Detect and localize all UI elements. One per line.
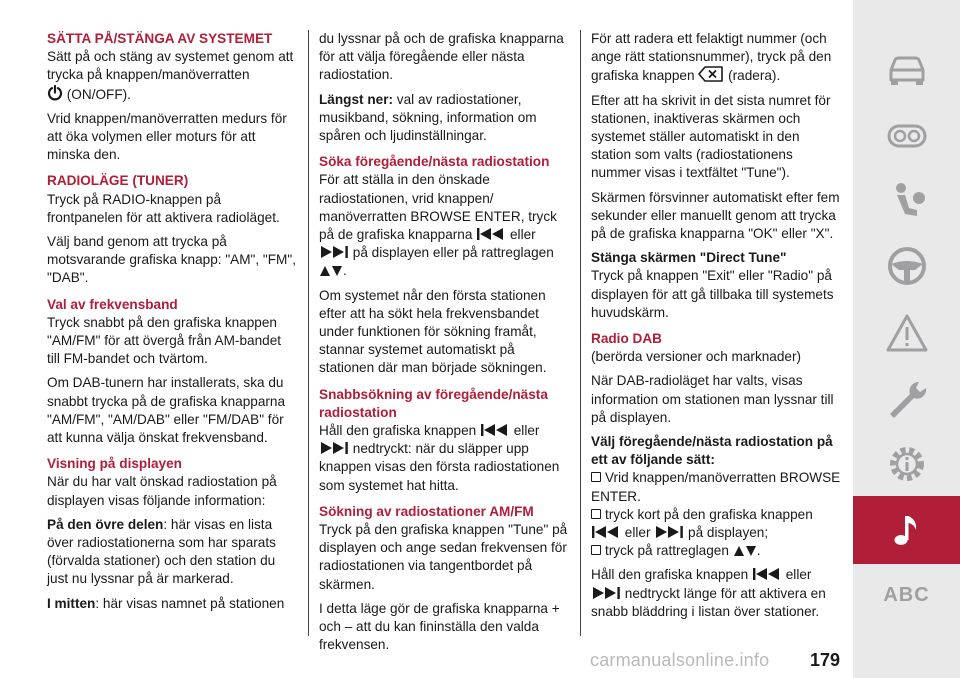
next-track-icon (591, 586, 621, 600)
up-down-arrows-icon (319, 265, 343, 277)
list-item-text: på displayen; (688, 525, 769, 541)
paragraph-lower (319, 91, 569, 146)
upper-label: På den övre delen (47, 516, 164, 532)
paragraph-seek (319, 171, 569, 280)
paragraph-dab-2: När DAB-radioläget har valts, visas information om stationen man lyssnar till på displayen. (591, 373, 834, 425)
sidebar-item-maintenance[interactable] (853, 370, 960, 430)
info-gear-icon (885, 442, 929, 486)
previous-track-icon (591, 525, 621, 539)
middle-text: : här visas namnet på stationen (95, 595, 285, 611)
seek-text-b: på displayen eller på rattreglagen (352, 245, 554, 261)
paragraph-search-2: I detta läge gör de grafiska knapparna + och – att du kan fininställa den valda frekvensen. (319, 600, 560, 653)
sidebar-item-dashboard[interactable] (853, 106, 960, 166)
paragraph-band-2: Om DAB-tunern har installerats, ska du snabbt trycka på de grafiska knapparna "AM/FM", "AM/DAB" eller "FM/DAB" för att kunna välja önskat frekvensband. (47, 375, 286, 446)
paragraph-volume: Vrid knappen/manöverratten medurs för att öka volymen eller moturs för att minska den. (47, 110, 287, 163)
checkbox-bullet-icon (591, 545, 601, 555)
upper-text: : här visas en lista över radiostationerna som har sparats (förvalda stationer) och den station du just nu lyssnar på är markerad. (47, 516, 276, 587)
heading-search: Sökning av radiostationer AM/FM (319, 503, 534, 519)
delete-text-b: (radera). (728, 68, 781, 84)
previous-track-icon (752, 567, 782, 581)
page-number: 179 (809, 650, 840, 670)
power-icon (47, 85, 63, 101)
onoff-text: Sätt på och stäng av systemet genom att trycka på knappen/manöverratten (47, 49, 294, 83)
chapter-sidebar (853, 0, 960, 678)
heading-seek: Söka föregående/nästa radiostation (319, 154, 550, 170)
list-item-end: . (756, 543, 761, 559)
paragraph-middle (47, 595, 297, 613)
sidebar-item-driving[interactable] (853, 236, 960, 296)
paragraph-delete (591, 30, 843, 86)
seek-text-a: För att ställa in den önskade radiostationen, vrid knappen/ manöverratten BROWSE ENTER, tryck på de grafiska knapparna (319, 172, 557, 243)
column-divider-2 (580, 30, 581, 636)
column-3 (591, 30, 843, 627)
list-item-text: tryck kort på den grafiska knappen (605, 506, 813, 522)
list-item-text: tryck på rattreglagen (605, 543, 729, 559)
heading-fast: Snabbsökning av föregående/nästa radiostation (319, 386, 548, 420)
paragraph-band-1: Tryck snabbt på den grafiska knappen "AM/FM" för att övergå från AM-bandet till FM-bandet och tvärtom. (47, 314, 282, 367)
sidebar-item-multimedia[interactable] (853, 496, 960, 564)
column-2 (319, 30, 569, 661)
paragraph-seek-2: Om systemet når den första stationen efter att ha sökt hela frekvensbandet under funktionen för sökning framåt, stannar systemet automatiskt på stationen där man började sökningen. (319, 287, 547, 376)
fast-text-a: Håll den grafiska knappen (319, 423, 477, 439)
previous-track-icon (480, 423, 510, 437)
hold-text-a: Håll den grafiska knappen (591, 567, 749, 583)
car-icon (885, 48, 929, 92)
previous-track-icon (476, 227, 506, 241)
sidebar-item-safety[interactable] (853, 172, 960, 232)
fast-or: eller (513, 423, 540, 439)
onoff-label: (ON/OFF). (66, 86, 131, 102)
paragraph-delete-2: Efter att ha skrivit in det sista numret för stationen, inaktiveras skärmen och systemet ställer automatiskt in den station som valts (radiostationens nummer visas i textfältet "Tune"). (591, 92, 831, 181)
music-note-icon (885, 508, 929, 552)
dashboard-gauges-icon (885, 114, 929, 158)
heading-dab: Radio DAB (591, 331, 662, 347)
paragraph-delete-3: Skärmen försvinner automatiskt efter fem sekunder eller manuellt genom att trycka på de grafiska knapparna "OK" eller "X". (591, 189, 840, 242)
next-track-icon (654, 525, 684, 539)
sidebar-item-emergency[interactable] (853, 304, 960, 364)
paragraph-hold (591, 566, 843, 621)
next-track-icon (319, 245, 349, 259)
heading-onoff: SÄTTA PÅ/STÄNGA AV SYSTEMET (47, 31, 273, 46)
watermark: carmanualsonline.info (590, 650, 770, 670)
seek-end: . (343, 263, 347, 279)
heading-choose: Välj föregående/nästa radiostation på ett av följande sätt: (591, 434, 833, 468)
paragraph-upper (47, 516, 297, 589)
steering-wheel-icon (885, 244, 929, 288)
next-track-icon (319, 441, 349, 455)
middle-label: I mitten (47, 595, 96, 611)
sidebar-item-technical[interactable] (853, 434, 960, 494)
wrench-icon (885, 378, 929, 422)
hold-or: eller (785, 567, 812, 583)
column-divider-1 (308, 30, 309, 636)
list-item (591, 506, 843, 542)
paragraph-radio-1: Tryck på RADIO-knappen på frontpanelen för att aktivera radioläget. (47, 191, 280, 225)
warning-triangle-icon (885, 312, 929, 356)
seek-or: eller (509, 227, 536, 243)
column-1 (47, 30, 297, 619)
sidebar-index-abc[interactable]: ABC (883, 584, 930, 606)
checkbox-bullet-icon (591, 472, 601, 482)
seat-safety-icon (885, 180, 929, 224)
delete-text-a: För att radera ett felaktigt nummer (och ange rätt stationsnummer), tryck på den grafiska knappen (591, 31, 832, 84)
list-item (591, 542, 843, 560)
heading-radio: RADIOLÄGE (TUNER) (47, 173, 189, 189)
fast-text-b: nedtryckt: när du släpper upp knappen visas den första radiostationen som systemet hat hitta. (319, 441, 560, 493)
backspace-icon (698, 66, 724, 82)
paragraph-continued: du lyssnar på och de grafiska knapparna för att välja föregående eller nästa radiostation. (319, 31, 564, 83)
sidebar-item-vehicle[interactable] (853, 40, 960, 100)
list-item (591, 469, 843, 505)
list-item-text: Vrid knappen/manöverratten BROWSE ENTER. (591, 470, 841, 504)
paragraph-display: När du har valt önskad radiostation på displayen visas följande information: (47, 474, 277, 508)
heading-band: Val av frekvensband (47, 296, 178, 312)
list-or: eller (624, 525, 651, 541)
checkbox-bullet-icon (591, 509, 601, 519)
lower-label: Längst ner: (319, 91, 394, 107)
heading-display: Visning på displayen (47, 456, 182, 472)
lower-text: val av radiostationer, musikband, sökning, information om spåren och ljudinställningar. (319, 91, 537, 144)
paragraph-close: Tryck på knappen "Exit" eller "Radio" på displayen för att gå tillbaka till systemets huvudskärm. (591, 268, 834, 320)
paragraph-onoff (47, 48, 297, 104)
heading-close: Stänga skärmen "Direct Tune" (591, 250, 787, 266)
hold-text-b: nedtryckt länge för att aktivera en snabb bläddring i listan över stationer. (591, 585, 826, 619)
up-down-arrows-icon (733, 545, 757, 557)
paragraph-radio-2: Välj band genom att trycka på motsvarande grafiska knapp: "AM", "FM", "DAB". (47, 234, 296, 286)
paragraph-dab-1: (berörda versioner och marknader) (591, 349, 802, 365)
paragraph-fast (319, 422, 569, 495)
paragraph-search: Tryck på den grafiska knappen "Tune" på displayen och ange sedan frekvensen för radiostationen via tangentbordet på skärmen. (319, 522, 568, 592)
